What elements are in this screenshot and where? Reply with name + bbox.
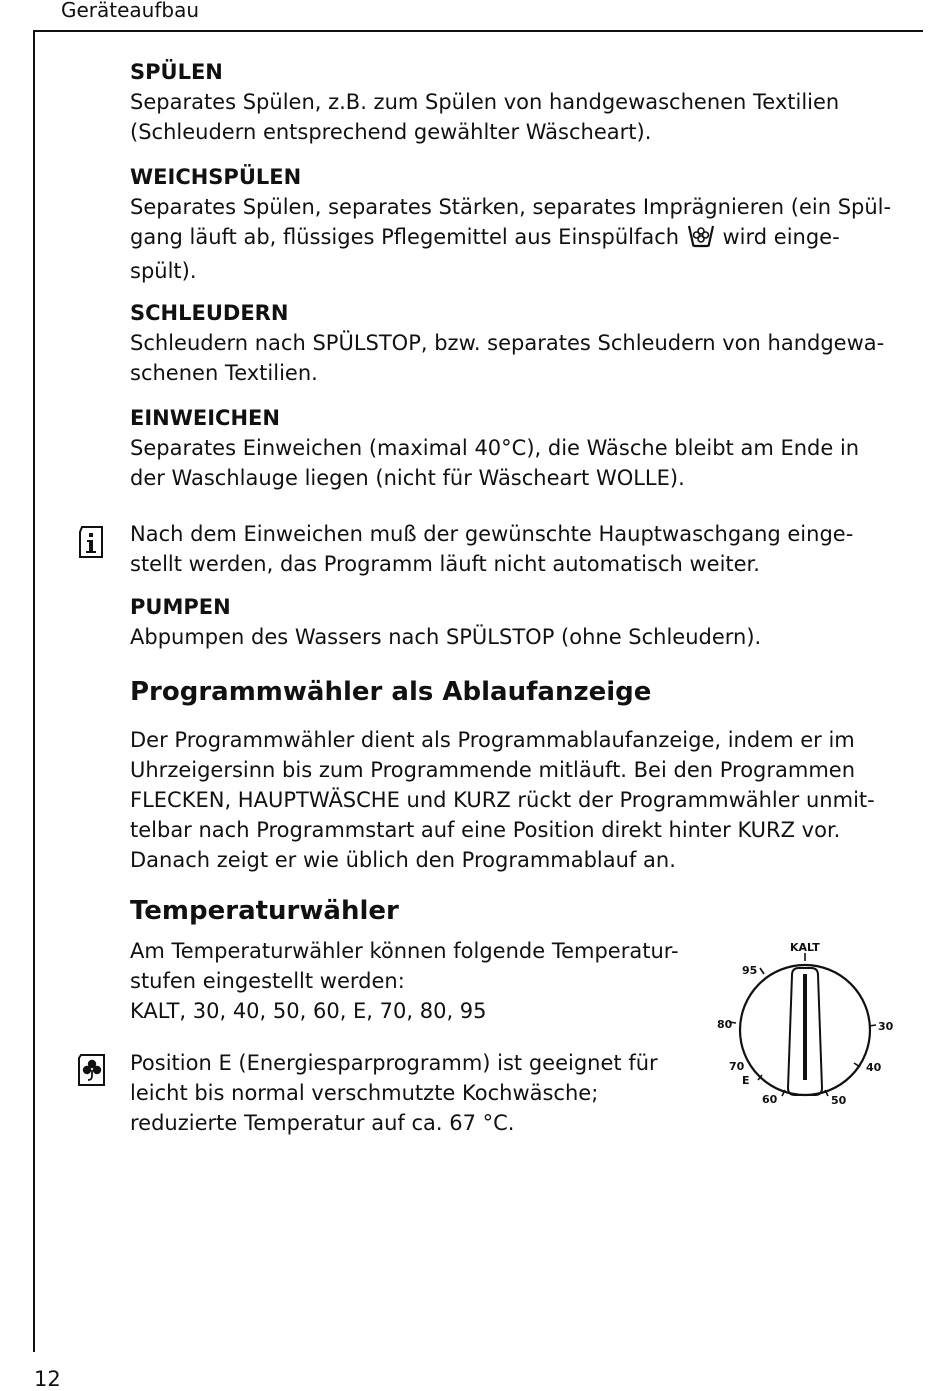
heading-spuelen: SPÜLEN: [130, 60, 223, 84]
page-number: 12: [34, 1367, 61, 1391]
section-pumpen: [130, 592, 761, 652]
paragraph-line: FLECKEN, HAUPTWÄSCHE und KURZ rückt der Programmwähler unmit-: [130, 788, 875, 812]
eco-note: [130, 1048, 658, 1138]
section-programmwaehler: [130, 674, 651, 710]
paragraph-line: reduzierte Temperatur auf ca. 67 °C.: [130, 1111, 515, 1135]
paragraph-line: schenen Textilien.: [130, 361, 318, 385]
paragraph-text: gang läuft ab, flüssiges Pflegemittel aus Einspülfach: [130, 225, 680, 249]
programmwaehler-paragraph: [130, 725, 875, 875]
paragraph-line: telbar nach Programmstart auf eine Position direkt hinter KURZ vor.: [130, 818, 841, 842]
paragraph-line: leicht bis normal verschmutzte Kochwäsche;: [130, 1081, 599, 1105]
dial-label: 30: [878, 1020, 894, 1033]
section-header: Geräteaufbau: [61, 0, 200, 22]
heading-einweichen: EINWEICHEN: [130, 406, 280, 430]
heading-weichspuelen: WEICHSPÜLEN: [130, 165, 302, 189]
heading-schleudern: SCHLEUDERN: [130, 301, 289, 325]
paragraph-line: Der Programmwähler dient als Programmablaufanzeige, indem er im: [130, 728, 855, 752]
dial-label: 40: [866, 1061, 882, 1074]
dial-label: 95: [742, 964, 758, 977]
section-spuelen: [130, 57, 839, 147]
section-einweichen: [130, 403, 859, 493]
paragraph-line: KALT, 30, 40, 50, 60, E, 70, 80, 95: [130, 999, 487, 1023]
paragraph-line: spült).: [130, 259, 197, 283]
paragraph-line: Abpumpen des Wassers nach SPÜLSTOP (ohne Schleudern).: [130, 625, 762, 649]
paragraph-line: stufen eingestellt werden:: [130, 969, 405, 993]
info-note: [130, 519, 853, 579]
paragraph-line: [130, 222, 891, 256]
paragraph-line: Separates Einweichen (maximal 40°C), die Wäsche bleibt am Ende in: [130, 436, 860, 460]
heading-temperaturwaehler: Temperaturwähler: [130, 896, 399, 926]
dial-label: E: [742, 1074, 750, 1087]
temperature-dial-illustration: [700, 930, 910, 1119]
section-temperaturwaehler: [130, 893, 399, 929]
dial-tick: [869, 1025, 876, 1026]
section-schleudern: [130, 298, 884, 388]
paragraph-line: Danach zeigt er wie üblich den Programmablauf an.: [130, 848, 676, 872]
dial-label: 70: [729, 1060, 745, 1073]
dial-label: 60: [762, 1093, 778, 1106]
paragraph-line: Separates Spülen, separates Stärken, separates Imprägnieren (ein Spül-: [130, 195, 892, 219]
paragraph-line: (Schleudern entsprechend gewählter Wäscheart).: [130, 120, 652, 144]
heading-pumpen: PUMPEN: [130, 595, 231, 619]
paragraph-line: der Waschlauge liegen (nicht für Wäscheart WOLLE).: [130, 466, 685, 490]
paragraph-line: Nach dem Einweichen muß der gewünschte Hauptwaschgang einge-: [130, 522, 854, 546]
paragraph-line: Am Temperaturwähler können folgende Temperatur-: [130, 939, 679, 963]
cloverleaf-eco-icon: [76, 1052, 108, 1092]
paragraph-line: Schleudern nach SPÜLSTOP, bzw. separates Schleudern von handgewa-: [130, 331, 885, 355]
paragraph-line: Position E (Energiesparprogramm) ist geeignet für: [130, 1051, 658, 1075]
dial-label: 50: [831, 1094, 847, 1107]
dial-label: KALT: [790, 941, 820, 954]
info-icon: [76, 524, 106, 564]
paragraph-line: Uhrzeigersinn bis zum Programmende mitläuft. Bei den Programmen: [130, 758, 856, 782]
paragraph-line: stellt werden, das Programm läuft nicht automatisch weiter.: [130, 552, 760, 576]
paragraph-line: Separates Spülen, z.B. zum Spülen von handgewaschenen Textilien: [130, 90, 840, 114]
margin-rule: [33, 30, 35, 1352]
header-rule: [33, 30, 923, 32]
dial-label: 80: [717, 1018, 733, 1031]
temperaturwaehler-paragraph: [130, 936, 679, 1026]
softener-compartment-icon: [686, 224, 716, 256]
section-weichspuelen: [130, 162, 891, 286]
heading-programmwaehler: Programmwähler als Ablaufanzeige: [130, 677, 652, 707]
paragraph-text: wird einge-: [722, 225, 840, 249]
dial-tick: [760, 968, 764, 974]
